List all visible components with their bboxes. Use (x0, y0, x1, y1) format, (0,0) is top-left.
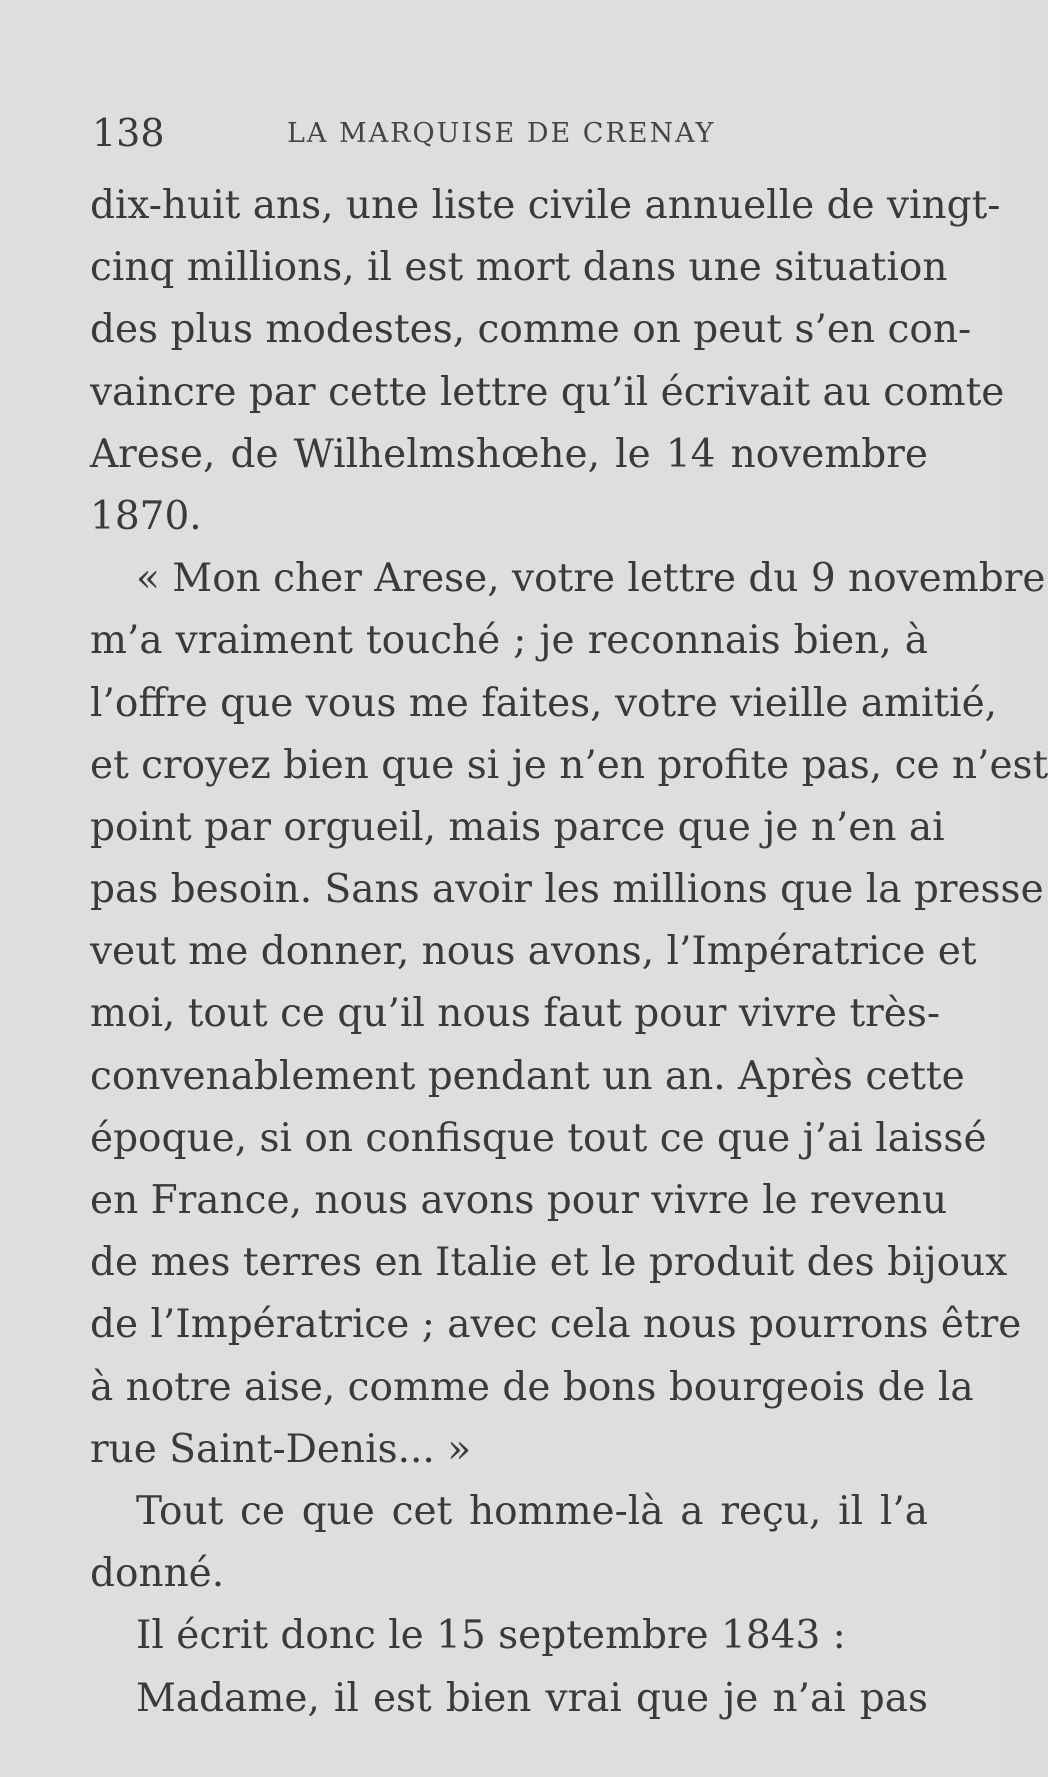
text-line: époque, si on confisque tout ce que j’ai laissé (90, 1115, 987, 1161)
text-line: l’offre que vous me faites, votre vieille amitié, (90, 680, 998, 726)
text-line: cinq millions, il est mort dans une situation (90, 245, 948, 291)
text-line: donné. (90, 1551, 225, 1597)
text-line: dix-huit ans, une liste civile annuelle de vingt- (90, 183, 1001, 228)
text-line: rue Saint-Denis... » (90, 1426, 472, 1472)
text-line: des plus modestes, comme on peut s’en con- (90, 307, 972, 353)
text-line: moi, tout ce qu’il nous faut pour vivre très- (90, 991, 941, 1037)
text-line: convenablement pendant un an. Après cette (90, 1053, 965, 1099)
text-line: à notre aise, comme de bons bourgeois de la (90, 1364, 974, 1410)
text-line: vaincre par cette lettre qu’il écrivait au comte (90, 369, 1005, 415)
text-line: point par orgueil, mais parce que je n’en ai (90, 804, 945, 850)
text-line: Il écrit donc le 15 septembre 1843 : (136, 1613, 846, 1659)
running-title: LA MARQUISE DE CRENAY (287, 118, 716, 149)
text-line: Arese, de Wilhelmshœhe, le 14 novembre (90, 431, 928, 477)
text-line: Tout ce que cet homme-là a reçu, il l’a (136, 1488, 928, 1534)
page-number: 138 (92, 111, 165, 155)
text-line: veut me donner, nous avons, l’Impératrice et (90, 929, 977, 975)
text-line: Madame, il est bien vrai que je n’ai pas (136, 1675, 928, 1721)
text-line: en France, nous avons pour vivre le revenu (90, 1178, 948, 1223)
text-line: m’a vraiment touché ; je reconnais bien, à (90, 618, 928, 664)
page-header (92, 108, 932, 158)
text-line: 1870. (90, 493, 202, 539)
text-line: pas besoin. Sans avoir les millions que la presse (90, 867, 1044, 913)
text-line: « Mon cher Arese, votre lettre du 9 novembre (136, 556, 1046, 602)
text-line: et croyez bien que si je n’en profite pas, ce n’est (90, 742, 1048, 788)
text-line: de mes terres en Italie et le produit des bijoux (90, 1240, 1008, 1286)
body-text (90, 175, 1048, 1730)
text-line: de l’Impératrice ; avec cela nous pourrons être (90, 1302, 1022, 1348)
